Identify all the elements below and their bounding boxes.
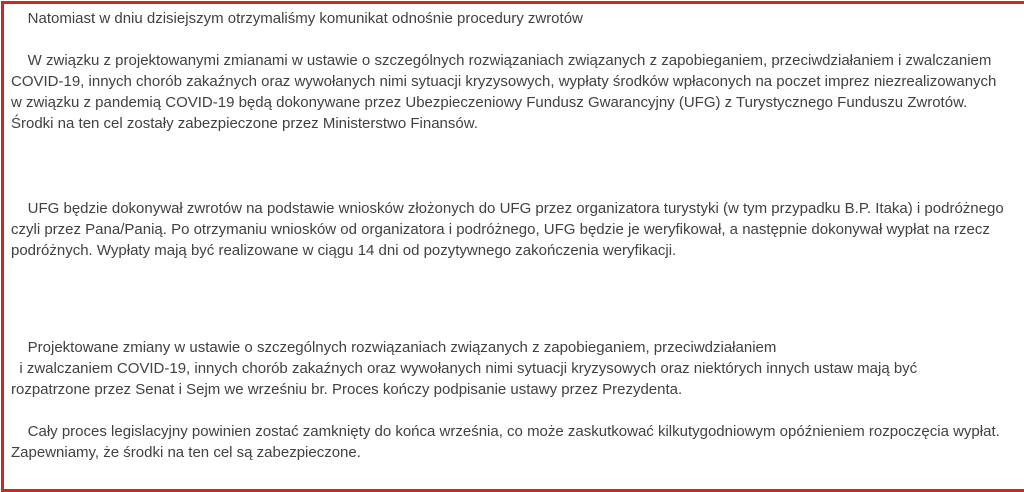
text-line: i zwalczaniem COVID-19, innych chorób zakaźnych oraz wywołanych nimi sytuacji kryzysowych oraz niektórych innych ustaw mają być	[11, 360, 918, 377]
text-line: Środki na ten cel zostały zabezpieczone przez Ministerstwo Finansów.	[11, 115, 478, 132]
text-line: Cały proces legislacyjny powinien zostać zamknięty do końca września, co może zaskutkować kilkutygodniowym opóźnieniem rozpoczęcia wypłat.	[11, 423, 1000, 440]
text-line: W związku z projektowanymi zmianami w ustawie o szczególnych rozwiązaniach związanych z zapobieganiem, przeciwdziałaniem i zwalczaniem	[11, 52, 992, 69]
paragraph-ufg-zwroty	[11, 198, 1024, 261]
paragraph-proces-legislacyjny	[11, 421, 1024, 463]
text-line: Projektowane zmiany w ustawie o szczególnych rozwiązaniach związanych z zapobieganiem, przeciwdziałaniem	[11, 339, 777, 356]
text-line: w związku z pandemią COVID-19 będą dokonywane przez Ubezpieczeniowy Fundusz Gwarancyjny (UFG) z Turystycznego Funduszu Zwrotów.	[11, 94, 968, 111]
text-line: Zapewniamy, że środki na ten cel są zabezpieczone.	[11, 444, 361, 461]
message-frame	[1, 1, 1024, 492]
text-line: Natomiast w dniu dzisiejszym otrzymaliśmy komunikat odnośnie procedury zwrotów	[11, 10, 583, 27]
text-line: czyli przez Pana/Panią. Po otrzymaniu wniosków od organizatora i podróżnego, UFG będzie je weryfikował, a następnie dokonywał wypłat na rzecz	[11, 221, 990, 238]
text-line: rozpatrzone przez Senat i Sejm we wrześniu br. Proces kończy podpisanie ustawy przez Prezydenta.	[11, 381, 683, 398]
paragraph-intro	[11, 8, 1024, 29]
text-line: podróżnych. Wypłaty mają być realizowane w ciągu 14 dni od pozytywnego zakończenia weryfikacji.	[11, 242, 677, 259]
paragraph-senat-sejm	[11, 337, 1024, 400]
paragraph-ustawa-zmiany	[11, 50, 1024, 134]
text-line: UFG będzie dokonywał zwrotów na podstawie wniosków złożonych do UFG przez organizatora turystyki (w tym przypadku B.P. Itaka) i podróżnego	[11, 200, 1004, 217]
text-line: COVID-19, innych chorób zakaźnych oraz wywołanych nimi sytuacji kryzysowych, wypłaty środków wpłaconych na poczet imprez niezrealizowanych	[11, 73, 997, 90]
